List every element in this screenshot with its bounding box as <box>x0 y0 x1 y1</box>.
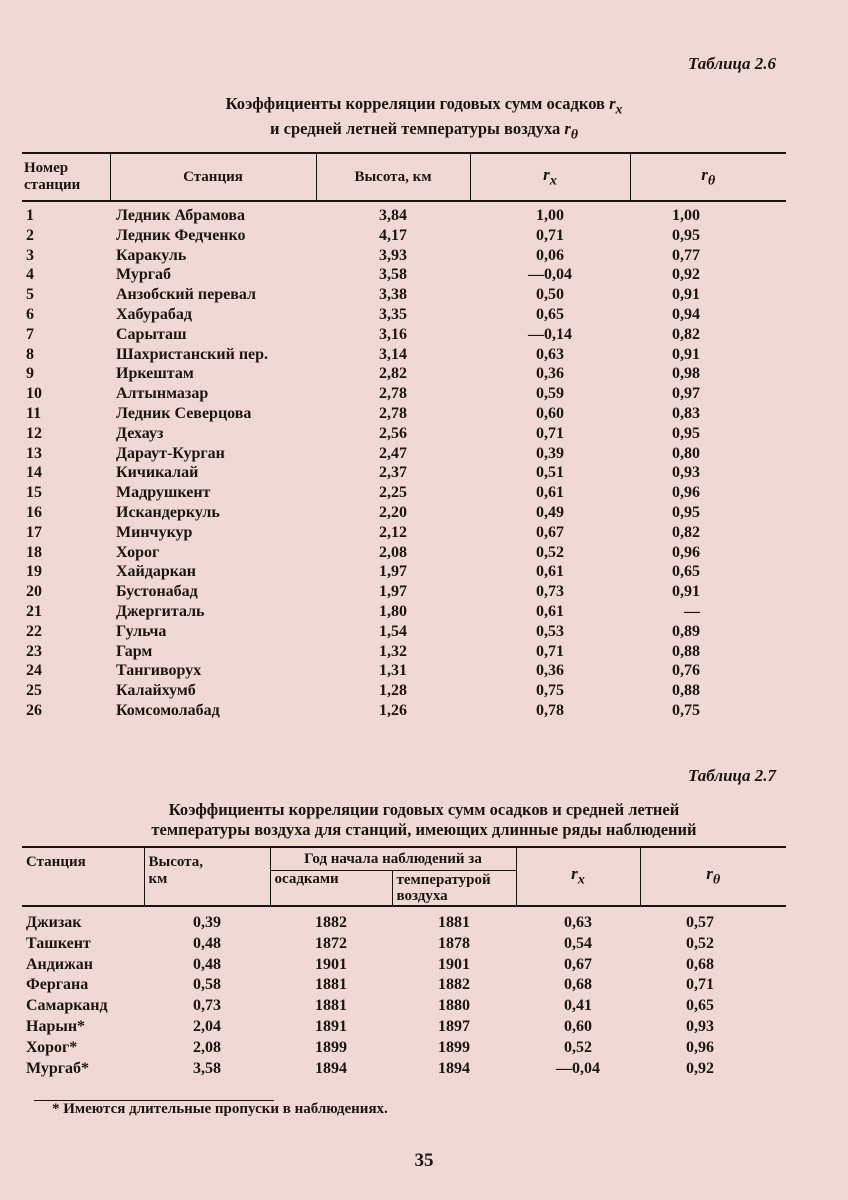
header-height: Высота, км <box>144 847 270 906</box>
height-cell: 2,82 <box>379 365 407 383</box>
table-row <box>22 246 786 266</box>
table-row <box>22 523 786 543</box>
rx-cell: 0,71 <box>536 424 564 442</box>
rtheta-cell: 0,96 <box>672 543 700 561</box>
temp-year-cell: 1882 <box>438 976 470 994</box>
height-cell: 0,39 <box>193 914 221 931</box>
rtheta-cell: 1,00 <box>672 207 700 224</box>
rtheta-cell: 0,97 <box>672 385 700 403</box>
temp-year-cell: 1880 <box>438 997 470 1015</box>
station-cell: Андижан <box>26 955 93 973</box>
rtheta-cell: 0,52 <box>686 934 714 952</box>
station-cell: Каракуль <box>116 246 187 264</box>
station-cell: Сарыташ <box>116 325 187 343</box>
height-cell: 3,84 <box>379 207 407 224</box>
precip-year-cell: 1872 <box>315 934 347 952</box>
station-number-cell: 2 <box>26 226 34 244</box>
rtheta-cell: 0,95 <box>672 503 700 521</box>
table-2-6 <box>22 152 786 721</box>
station-number-cell: 4 <box>26 266 34 284</box>
rtheta-cell: 0,93 <box>686 1017 714 1035</box>
height-cell: 2,78 <box>379 385 407 403</box>
station-number-cell: 9 <box>26 365 34 383</box>
table-row <box>22 996 786 1017</box>
height-cell: 3,35 <box>379 305 407 323</box>
station-number-cell: 21 <box>26 602 42 620</box>
page-number: 35 <box>414 1150 434 1171</box>
station-number-cell: 24 <box>26 662 42 680</box>
rtheta-cell: 0,95 <box>672 226 700 244</box>
station-number-cell: 6 <box>26 305 34 323</box>
station-number-cell: 25 <box>26 682 42 700</box>
station-cell: Хорог* <box>26 1038 78 1056</box>
precip-year-cell: 1891 <box>315 1017 347 1035</box>
rtheta-cell: 0,96 <box>686 1038 714 1056</box>
station-cell: Джизак <box>26 914 82 931</box>
table-2-7-label: Таблица 2.7 <box>688 766 776 785</box>
height-cell: 1,97 <box>379 583 407 601</box>
rtheta-cell: 0,71 <box>686 976 714 994</box>
height-cell: 0,58 <box>193 976 221 994</box>
header-rx: $r_x$ <box>470 153 630 201</box>
rx-cell: 0,63 <box>564 914 592 931</box>
table-row <box>22 384 786 404</box>
table-row <box>22 1017 786 1038</box>
station-number-cell: 14 <box>26 464 42 482</box>
height-cell: 1,80 <box>379 602 407 620</box>
rx-cell: 0,61 <box>536 563 564 581</box>
station-number-cell: 10 <box>26 385 42 403</box>
table-2-7-caption-line1: Коэффициенты корреляции годовых сумм осадков и средней летней <box>168 800 680 819</box>
table-row <box>22 424 786 444</box>
height-cell: 2,37 <box>379 464 407 482</box>
height-cell: 2,56 <box>379 424 407 442</box>
rx-cell: 0,63 <box>536 345 564 363</box>
table-row <box>22 325 786 345</box>
height-cell: 2,20 <box>379 503 407 521</box>
rx-cell: 0,39 <box>536 444 564 462</box>
table-2-6-header <box>22 153 786 201</box>
rx-cell: 0,60 <box>564 1017 592 1035</box>
table-row <box>22 661 786 681</box>
rtheta-cell: 0,76 <box>672 662 700 680</box>
header-rtheta: $r_\theta$ <box>640 847 786 906</box>
rx-cell: 0,06 <box>536 246 564 264</box>
station-number-cell: 26 <box>26 701 42 719</box>
station-cell: Хайдаркан <box>116 563 196 581</box>
rx-cell: 0,59 <box>536 385 564 403</box>
table-row <box>22 934 786 955</box>
table-row <box>22 1038 786 1059</box>
station-cell: Алтынмазар <box>116 385 209 403</box>
height-cell: 3,58 <box>193 1059 221 1077</box>
table-row <box>22 226 786 246</box>
station-cell: Хорог <box>116 543 160 561</box>
height-cell: 2,47 <box>379 444 407 462</box>
rx-cell: —0,14 <box>528 325 572 343</box>
header-precip: осадками <box>270 871 392 907</box>
precip-year-cell: 1882 <box>315 914 347 931</box>
precip-year-cell: 1881 <box>315 976 347 994</box>
rtheta-cell: 0,68 <box>686 955 714 973</box>
rtheta-cell: — <box>684 602 700 620</box>
station-number-cell: 23 <box>26 642 42 660</box>
table-row <box>22 345 786 365</box>
temp-year-cell: 1878 <box>438 934 470 952</box>
height-cell: 1,54 <box>379 622 407 640</box>
temp-year-cell: 1901 <box>438 955 470 973</box>
rtheta-cell: 0,65 <box>686 997 714 1015</box>
rx-cell: 1,00 <box>536 207 564 224</box>
table-row <box>22 622 786 642</box>
header-year-group: Год начала наблюдений за <box>270 847 516 871</box>
height-cell: 3,16 <box>379 325 407 343</box>
table-row <box>22 483 786 503</box>
header-rtheta: $r_\theta$ <box>630 153 786 201</box>
rx-cell: 0,53 <box>536 622 564 640</box>
table-row <box>22 503 786 523</box>
rx-cell: 0,68 <box>564 976 592 994</box>
station-number-cell: 7 <box>26 325 34 343</box>
height-cell: 0,48 <box>193 955 221 973</box>
height-cell: 3,93 <box>379 246 407 264</box>
height-cell: 2,78 <box>379 404 407 422</box>
station-number-cell: 12 <box>26 424 42 442</box>
height-cell: 4,17 <box>379 226 407 244</box>
station-number-cell: 17 <box>26 523 42 541</box>
rtheta-cell: 0,92 <box>686 1059 714 1077</box>
header-station: Станция <box>22 847 144 906</box>
rx-cell: 0,50 <box>536 286 564 304</box>
table-row <box>22 562 786 582</box>
rtheta-cell: 0,77 <box>672 246 700 264</box>
table-2-7 <box>22 846 786 1079</box>
station-number-cell: 3 <box>26 246 34 264</box>
rx-cell: 0,41 <box>564 997 592 1015</box>
table-row <box>22 463 786 483</box>
table-row <box>22 642 786 662</box>
table-row <box>22 681 786 701</box>
table-row <box>22 265 786 285</box>
rx-cell: 0,78 <box>536 701 564 719</box>
table-2-6-caption-line2: и средней летней температуры воздуха $r_\theta$ <box>270 119 578 142</box>
table-row <box>22 1059 786 1080</box>
height-cell: 0,48 <box>193 934 221 952</box>
height-cell: 2,08 <box>379 543 407 561</box>
rx-cell: —0,04 <box>528 266 572 284</box>
rx-cell: 0,67 <box>536 523 564 541</box>
table-row <box>22 364 786 384</box>
station-cell: Ледник Северцова <box>116 404 252 422</box>
rx-cell: 0,73 <box>536 583 564 601</box>
rx-cell: 0,67 <box>564 955 592 973</box>
station-cell: Ташкент <box>26 934 91 952</box>
height-cell: 3,14 <box>379 345 407 363</box>
station-cell: Гарм <box>116 642 153 660</box>
height-cell: 0,73 <box>193 997 221 1015</box>
rx-cell: 0,36 <box>536 365 564 383</box>
rtheta-cell: 0,82 <box>672 523 700 541</box>
table-2-6-caption-line1: Коэффициенты корреляции годовых сумм осадков $r_x$ <box>225 94 623 117</box>
rtheta-cell: 0,83 <box>672 404 700 422</box>
precip-year-cell: 1881 <box>315 997 347 1015</box>
station-number-cell: 15 <box>26 484 42 502</box>
table-row <box>22 305 786 325</box>
footnote: * Имеются длительные пропуски в наблюдениях. <box>52 1101 388 1117</box>
rtheta-cell: 0,98 <box>672 365 700 383</box>
rtheta-cell: 0,94 <box>672 305 700 323</box>
station-number-cell: 1 <box>26 207 34 224</box>
rx-cell: 0,52 <box>536 543 564 561</box>
header-height: Высота, км <box>316 153 470 201</box>
rtheta-cell: 0,91 <box>672 345 700 363</box>
rtheta-cell: 0,75 <box>672 701 700 719</box>
station-cell: Ледник Федченко <box>116 226 246 244</box>
rx-cell: —0,04 <box>556 1059 600 1077</box>
station-number-cell: 22 <box>26 622 42 640</box>
station-cell: Фергана <box>26 976 89 994</box>
station-cell: Мургаб <box>116 266 172 284</box>
rx-cell: 0,52 <box>564 1038 592 1056</box>
height-cell: 1,97 <box>379 563 407 581</box>
height-cell: 2,25 <box>379 484 407 502</box>
station-number-cell: 18 <box>26 543 42 561</box>
rtheta-cell: 0,65 <box>672 563 700 581</box>
station-cell: Тангиворух <box>116 662 202 680</box>
station-cell: Минчукур <box>116 523 193 541</box>
table-row <box>22 285 786 305</box>
station-cell: Бустонабад <box>116 583 198 601</box>
header-station-number: Номер станции <box>22 153 110 201</box>
rtheta-cell: 0,95 <box>672 424 700 442</box>
table-2-7-header-row1 <box>22 847 786 871</box>
table-2-7-caption-line2: температуры воздуха для станций, имеющих длинные ряды наблюдений <box>151 820 697 839</box>
station-cell: Джергиталь <box>116 602 205 620</box>
station-cell: Иркештам <box>116 365 194 383</box>
rtheta-cell: 0,93 <box>672 464 700 482</box>
table-row <box>22 582 786 602</box>
rtheta-cell: 0,89 <box>672 622 700 640</box>
table-row <box>22 602 786 622</box>
rtheta-cell: 0,82 <box>672 325 700 343</box>
rx-cell: 0,61 <box>536 484 564 502</box>
height-cell: 3,38 <box>379 286 407 304</box>
precip-year-cell: 1899 <box>315 1038 347 1056</box>
rtheta-cell: 0,57 <box>686 914 714 931</box>
table-row <box>22 955 786 976</box>
station-cell: Гульча <box>116 622 167 640</box>
header-station: Станция <box>110 153 316 201</box>
table-row <box>22 543 786 563</box>
height-cell: 3,58 <box>379 266 407 284</box>
station-number-cell: 11 <box>26 404 42 422</box>
station-number-cell: 8 <box>26 345 34 363</box>
temp-year-cell: 1899 <box>438 1038 470 1056</box>
table-row <box>22 444 786 464</box>
height-cell: 1,28 <box>379 682 407 700</box>
table-2-7-caption <box>0 800 848 840</box>
station-cell: Хабурабад <box>116 305 192 323</box>
station-cell: Нарын* <box>26 1017 86 1035</box>
rtheta-cell: 0,80 <box>672 444 700 462</box>
table-row <box>22 404 786 424</box>
rx-cell: 0,71 <box>536 642 564 660</box>
station-number-cell: 16 <box>26 503 42 521</box>
precip-year-cell: 1901 <box>315 955 347 973</box>
temp-year-cell: 1881 <box>438 914 470 931</box>
rx-cell: 0,60 <box>536 404 564 422</box>
station-cell: Шахристанский пер. <box>116 345 269 363</box>
station-cell: Дараут-Курган <box>116 444 225 462</box>
temp-year-cell: 1894 <box>438 1059 470 1077</box>
height-cell: 1,31 <box>379 662 407 680</box>
rx-cell: 0,54 <box>564 934 592 952</box>
station-cell: Кичикалай <box>116 464 199 482</box>
table-row <box>22 906 786 934</box>
table-row <box>22 975 786 996</box>
rx-cell: 0,51 <box>536 464 564 482</box>
height-cell: 2,12 <box>379 523 407 541</box>
rx-cell: 0,36 <box>536 662 564 680</box>
table-row <box>22 701 786 721</box>
station-cell: Комсомолабад <box>116 701 220 719</box>
rtheta-cell: 0,88 <box>672 682 700 700</box>
station-number-cell: 13 <box>26 444 42 462</box>
station-number-cell: 5 <box>26 286 34 304</box>
rtheta-cell: 0,91 <box>672 583 700 601</box>
height-cell: 1,26 <box>379 701 407 719</box>
station-cell: Мадрушкент <box>116 484 211 502</box>
rx-cell: 0,61 <box>536 602 564 620</box>
table-2-6-label: Таблица 2.6 <box>688 54 776 73</box>
rtheta-cell: 0,96 <box>672 484 700 502</box>
table-2-6-caption <box>0 94 848 145</box>
station-cell: Ледник Абрамова <box>116 207 246 224</box>
station-cell: Анзобский перевал <box>116 286 256 304</box>
rx-cell: 0,49 <box>536 503 564 521</box>
station-number-cell: 20 <box>26 583 42 601</box>
station-cell: Калайхумб <box>116 682 196 700</box>
rtheta-cell: 0,92 <box>672 266 700 284</box>
station-cell: Дехауз <box>116 424 164 442</box>
station-cell: Мургаб* <box>26 1059 90 1077</box>
height-cell: 1,32 <box>379 642 407 660</box>
rx-cell: 0,71 <box>536 226 564 244</box>
height-cell: 2,04 <box>193 1017 221 1035</box>
station-cell: Самарканд <box>26 997 108 1015</box>
station-number-cell: 19 <box>26 563 42 581</box>
rx-cell: 0,75 <box>536 682 564 700</box>
rtheta-cell: 0,91 <box>672 286 700 304</box>
precip-year-cell: 1894 <box>315 1059 347 1077</box>
table-row <box>22 201 786 226</box>
rtheta-cell: 0,88 <box>672 642 700 660</box>
height-cell: 2,08 <box>193 1038 221 1056</box>
rx-cell: 0,65 <box>536 305 564 323</box>
header-temp: температурой воздуха <box>392 871 516 907</box>
header-rx: $r_x$ <box>516 847 640 906</box>
station-cell: Искандеркуль <box>116 503 220 521</box>
temp-year-cell: 1897 <box>438 1017 470 1035</box>
